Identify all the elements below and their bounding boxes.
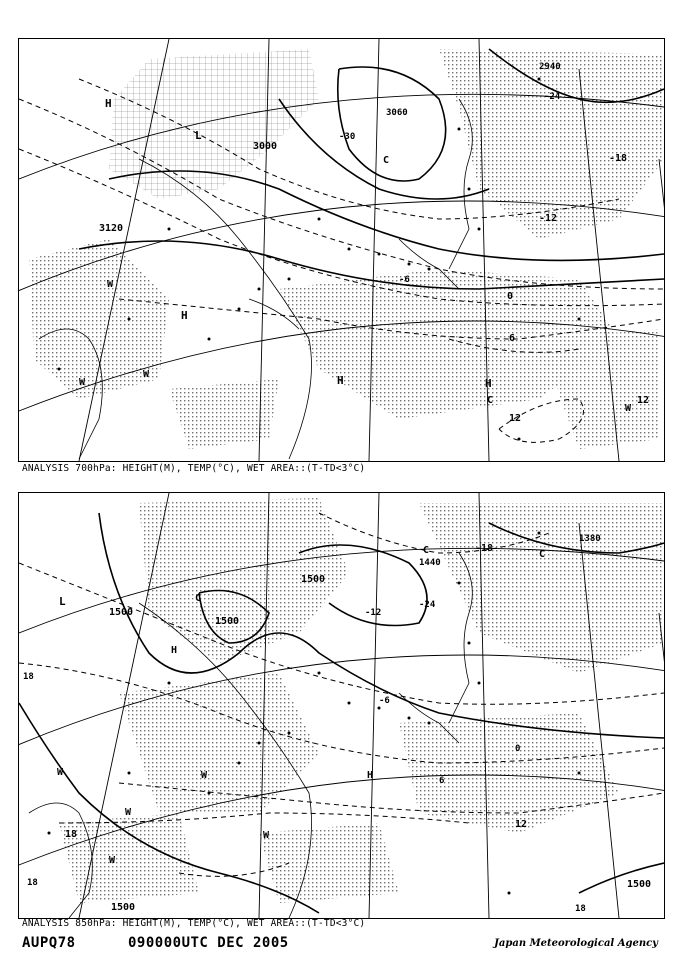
map-850hpa-canvas [19, 493, 664, 918]
valid-time: 090000UTC DEC 2005 [128, 935, 289, 951]
low-center: L [59, 595, 66, 608]
temp-label: 18 [65, 829, 78, 840]
temp-label: 18 [23, 672, 34, 682]
map-700hpa-canvas [19, 39, 664, 461]
temp-label: -6 [399, 275, 410, 285]
agency-name: Japan Meteorological Agency [494, 938, 658, 949]
temp-label: 12 [509, 413, 522, 424]
height-label: 1500 [109, 607, 134, 618]
cold-center: C [539, 549, 546, 560]
temp-label: -12 [539, 213, 558, 224]
temp-label: 18 [575, 904, 586, 914]
temp-label: -24 [544, 92, 561, 102]
caption-700hpa: ANALYSIS 700hPa: HEIGHT(M), TEMP(°C), WET AREA::(T-TD<3°C) [22, 463, 366, 474]
height-label: 1500 [111, 902, 136, 913]
cold-center: C [423, 545, 430, 556]
temp-label: 0 [515, 744, 521, 754]
warm-center: W [143, 369, 150, 380]
height-label: 1500 [215, 616, 240, 627]
chart-code: AUPQ78 [22, 935, 76, 951]
height-label: 1500 [627, 879, 652, 890]
warm-center: W [107, 279, 114, 290]
cold-center: C [383, 155, 390, 166]
temp-label: 12 [515, 819, 528, 830]
low-center: L [195, 129, 202, 142]
temp-label: 18 [27, 878, 38, 888]
warm-center: W [57, 767, 64, 778]
height-label: 3120 [99, 223, 124, 234]
caption-850hpa: ANALYSIS 850hPa: HEIGHT(M), TEMP(°C), WET AREA::(T-TD<3°C) [22, 918, 366, 929]
temp-label: -6 [379, 696, 390, 706]
temp-label: 6 [509, 333, 516, 344]
high-center: H [181, 309, 188, 322]
warm-center: W [79, 377, 86, 388]
high-center: H [337, 374, 344, 387]
temp-label: 12 [637, 395, 650, 406]
high-center: H [485, 377, 492, 390]
warm-center: W [201, 770, 208, 781]
temp-label: -12 [365, 608, 382, 618]
cold-center: C [487, 395, 494, 406]
cold-center: C [195, 593, 202, 604]
height-label: 1500 [301, 574, 326, 585]
temp-label: -18 [475, 543, 494, 554]
temp-label: -24 [419, 600, 436, 610]
temp-label: 0 [507, 291, 514, 302]
warm-center: W [263, 830, 270, 841]
warm-center: W [625, 403, 632, 414]
high-center: H [105, 97, 112, 110]
temp-label: 6 [439, 776, 445, 786]
height-label: 2940 [539, 62, 561, 72]
wet-area-shading [59, 498, 664, 903]
high-center: H [171, 645, 178, 656]
height-label: 1440 [419, 558, 441, 568]
map-850hpa [18, 492, 665, 919]
temp-label: -30 [339, 132, 356, 142]
map-700hpa [18, 38, 665, 462]
height-label: 3000 [253, 141, 278, 152]
warm-center: W [109, 855, 116, 866]
high-center: H [367, 770, 374, 781]
warm-center: W [125, 807, 132, 818]
height-label: 3060 [386, 108, 408, 118]
height-label: 1380 [579, 534, 601, 544]
temp-label: -18 [609, 153, 628, 164]
